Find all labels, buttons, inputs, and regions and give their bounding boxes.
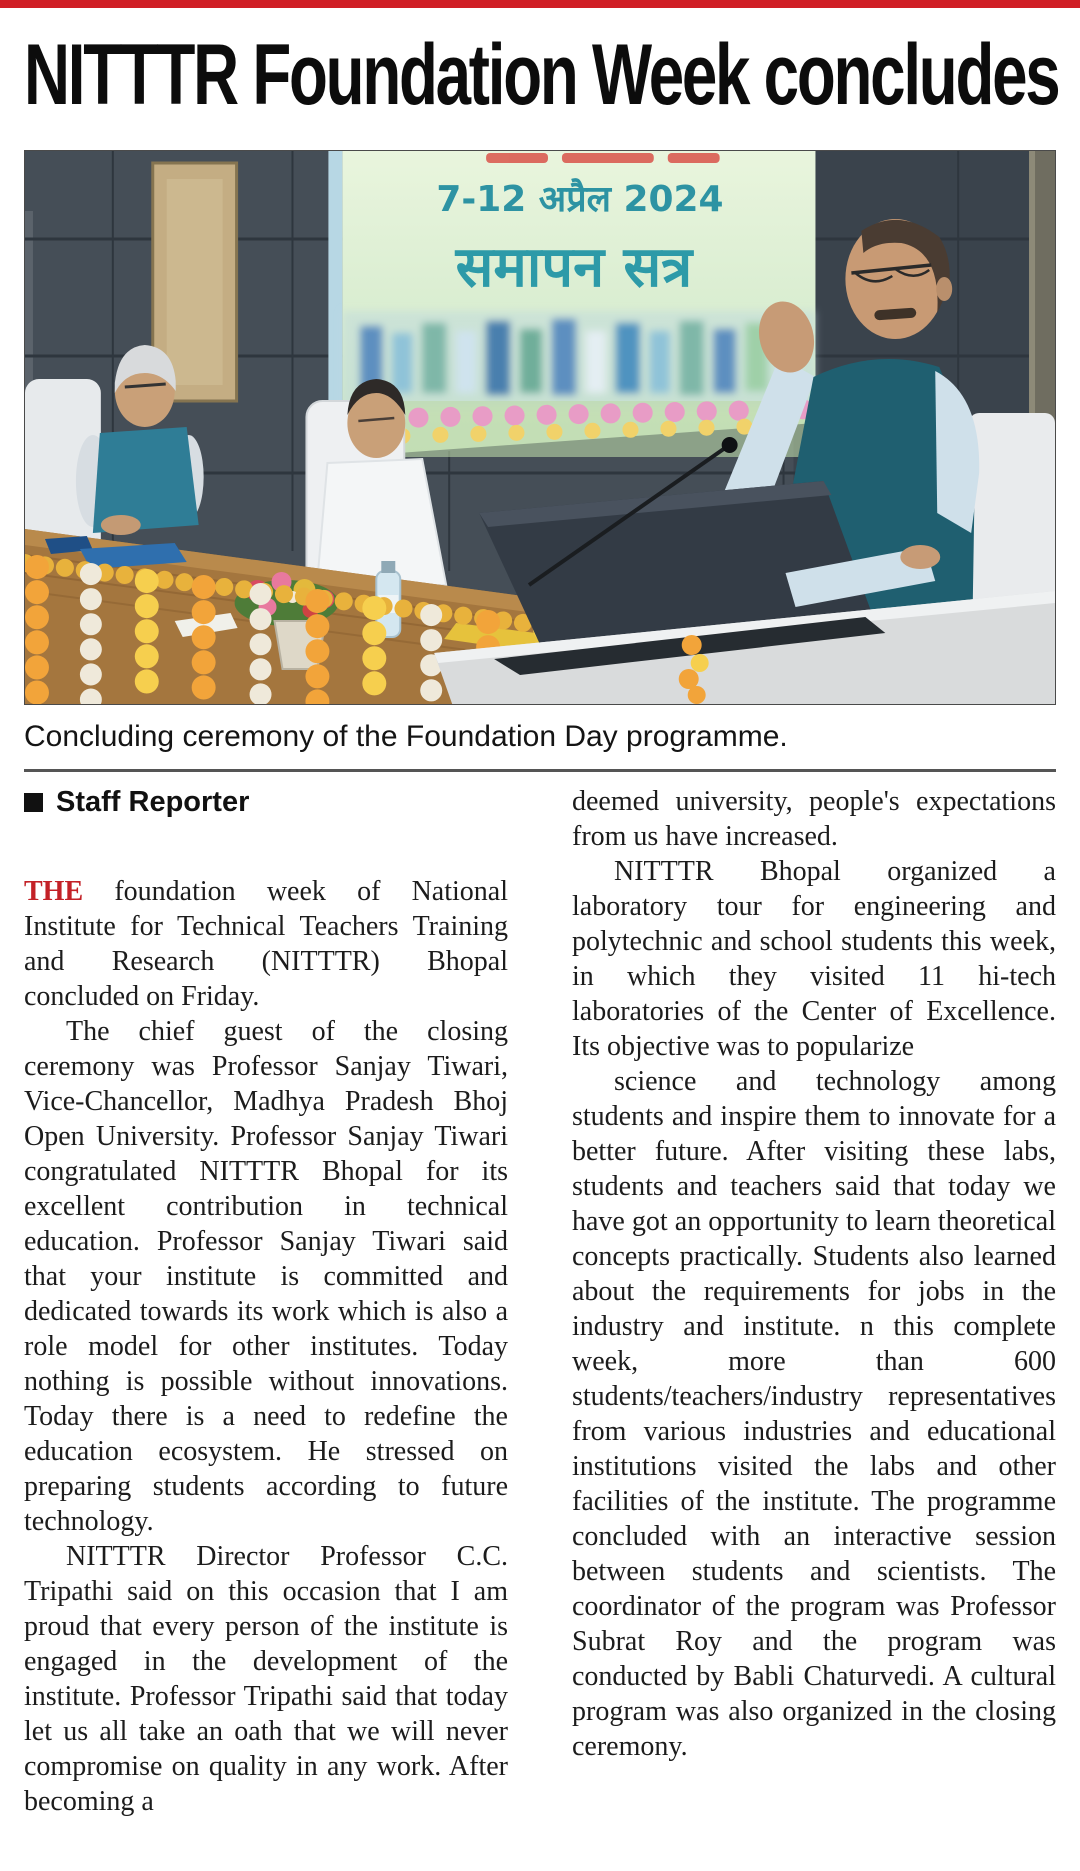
screen-title-text: समापन सत्र xyxy=(455,234,693,301)
news-photo xyxy=(24,150,1056,705)
headline-text: NITTTR Foundation Week concludes xyxy=(24,27,1059,123)
article-page xyxy=(0,28,1080,1819)
paragraph: deemed university, people's expectations from us have increased. xyxy=(572,786,1056,852)
paragraph: science and technology among students and inspire them to innovate for a better future. After visiting these labs, students and teachers said that today we have got an opportunity to learn theoretical concepts practically. Students also learned about the requirements for jobs in the industry and institute. n this complete week, more than 600 students/teachers/industry representatives from various industries and educational institutions visited the labs and other facilities of the institute. The programme concluded with an interactive session between students and scientists. The coordinator of the program was Professor Subrat Roy and the program was conducted by Babli Chaturvedi. A cultural program was also organized in the closing ceremony. xyxy=(572,1066,1056,1762)
photo-caption: Concluding ceremony of the Foundation Day programme. xyxy=(24,720,788,753)
byline-square-icon xyxy=(24,793,43,812)
paragraph: NITTTR Director Professor C.C. Tripathi said on this occasion that I am proud that every person of the institute is engaged in the development of the institute. Professor Tripathi said that today let us all take an oath that we will never compromise on quality in any work. After becoming a xyxy=(24,1541,508,1817)
top-accent-bar xyxy=(0,0,1080,8)
paragraph xyxy=(24,874,508,1014)
article-column-left xyxy=(24,784,508,1819)
caption-divider xyxy=(24,769,1056,772)
news-photo-illustration xyxy=(25,151,1055,704)
lead-word: THE xyxy=(24,876,84,907)
paragraph-text: foundation week of National Institute for Technical Teachers Training and Research (NITTTR) Bhopal concluded on Friday. xyxy=(24,876,508,1012)
headline xyxy=(24,27,1059,123)
screen-group-photo xyxy=(342,311,815,407)
byline xyxy=(24,784,508,820)
screen-date-text: 7-12 अप्रैल 2024 xyxy=(436,178,724,221)
article-column-right xyxy=(572,784,1056,1819)
paragraph: NITTTR Bhopal organized a laboratory tour for engineering and polytechnic and school students this week, in which they visited 11 hi-tech laboratories of the Center of Excellence. Its objective was to popularize xyxy=(572,856,1056,1062)
screen-cutoff-text xyxy=(486,153,720,163)
paragraph: The chief guest of the closing ceremony was Professor Sanjay Tiwari, Vice-Chancellor, Madhya Pradesh Bhoj Open University. Professor Sanjay Tiwari congratulated NITTTR Bhopal for its excellent contribution in technical education. Professor Sanjay Tiwari said that your institute is committed and dedicated towards its work which is also a role model for other institutes. Today nothing is possible without innovations. Today there is a need to redefine the education ecosystem. He stressed on preparing students according to future technology. xyxy=(24,1016,508,1537)
article-body xyxy=(24,784,1056,1819)
byline-reporter: Staff Reporter xyxy=(56,785,250,818)
